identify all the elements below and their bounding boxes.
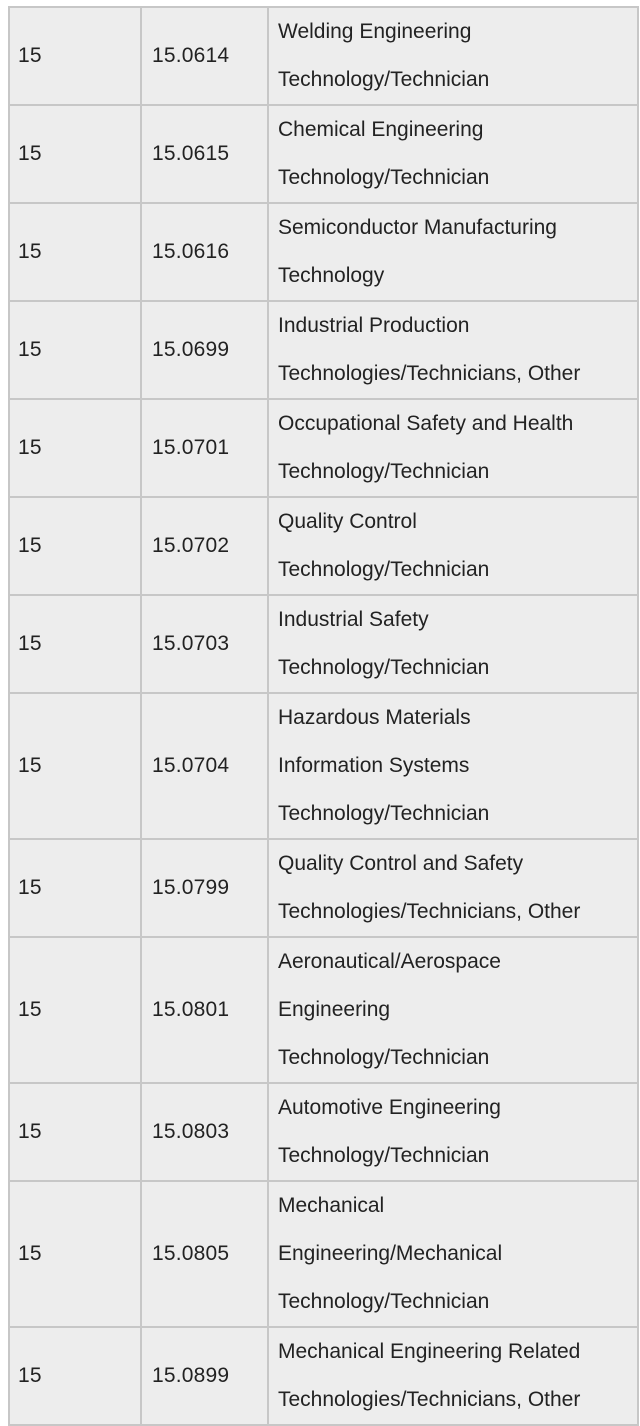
program-title-cell (268, 1327, 638, 1425)
program-title-line: Technologies/Technicians, Other (278, 362, 581, 385)
table-row (9, 497, 638, 595)
program-title-line: Technology/Technician (278, 558, 490, 581)
program-title-cell (268, 595, 638, 693)
program-title-line: Engineering/Mechanical (278, 1242, 503, 1265)
program-title-line: Technology/Technician (278, 166, 490, 189)
program-code-cell: 15.0805 (141, 1181, 268, 1327)
table-row (9, 839, 638, 937)
program-title-line: Technologies/Technicians, Other (278, 1388, 581, 1411)
program-code-cell: 15.0799 (141, 839, 268, 937)
program-title-cell (268, 7, 638, 105)
program-code-cell: 15.0614 (141, 7, 268, 105)
program-title-cell (268, 399, 638, 497)
program-title-cell (268, 105, 638, 203)
program-code-table-container (8, 6, 637, 1426)
program-code-cell: 15.0701 (141, 399, 268, 497)
program-title-line: Technology/Technician (278, 802, 490, 825)
program-title-line: Technology/Technician (278, 656, 490, 679)
program-title-line: Semiconductor Manufacturing (278, 216, 557, 239)
table-row (9, 7, 638, 105)
program-code-cell: 15.0702 (141, 497, 268, 595)
table-row (9, 1181, 638, 1327)
program-title-line: Technology/Technician (278, 68, 490, 91)
program-code-table (8, 6, 639, 1426)
program-code-cell: 15.0803 (141, 1083, 268, 1181)
category-cell: 15 (9, 7, 141, 105)
table-row (9, 203, 638, 301)
program-title-cell (268, 1083, 638, 1181)
program-code-cell: 15.0801 (141, 937, 268, 1083)
program-title-cell (268, 839, 638, 937)
program-code-cell: 15.0703 (141, 595, 268, 693)
category-cell: 15 (9, 1181, 141, 1327)
program-title-line: Hazardous Materials (278, 706, 471, 729)
program-title-line: Technology/Technician (278, 1290, 490, 1313)
category-cell: 15 (9, 693, 141, 839)
category-cell: 15 (9, 105, 141, 203)
category-cell: 15 (9, 595, 141, 693)
program-title-cell (268, 693, 638, 839)
program-title-line: Mechanical (278, 1194, 385, 1217)
table-row (9, 595, 638, 693)
program-code-cell: 15.0615 (141, 105, 268, 203)
program-code-cell: 15.0699 (141, 301, 268, 399)
category-cell: 15 (9, 399, 141, 497)
program-title-line: Technology/Technician (278, 1046, 490, 1069)
program-title-line: Quality Control (278, 510, 417, 533)
program-title-line: Technology/Technician (278, 1144, 490, 1167)
category-cell: 15 (9, 1083, 141, 1181)
program-title-cell (268, 497, 638, 595)
program-title-line: Engineering (278, 998, 391, 1021)
category-cell: 15 (9, 497, 141, 595)
program-code-cell: 15.0704 (141, 693, 268, 839)
table-row (9, 693, 638, 839)
program-title-cell (268, 301, 638, 399)
table-row (9, 937, 638, 1083)
program-title-line: Industrial Production (278, 314, 470, 337)
table-row (9, 105, 638, 203)
program-title-line: Information Systems (278, 754, 470, 777)
program-title-line: Aeronautical/Aerospace (278, 950, 501, 973)
category-cell: 15 (9, 937, 141, 1083)
program-title-line: Welding Engineering (278, 20, 472, 43)
category-cell: 15 (9, 203, 141, 301)
category-cell: 15 (9, 1327, 141, 1425)
table-body (9, 7, 638, 1425)
program-title-line: Occupational Safety and Health (278, 412, 574, 435)
program-title-line: Technology (278, 264, 385, 287)
program-title-line: Chemical Engineering (278, 118, 484, 141)
program-title-line: Technologies/Technicians, Other (278, 900, 581, 923)
program-code-cell: 15.0899 (141, 1327, 268, 1425)
program-title-cell (268, 937, 638, 1083)
table-row (9, 301, 638, 399)
category-cell: 15 (9, 301, 141, 399)
program-title-cell (268, 203, 638, 301)
program-title-line: Mechanical Engineering Related (278, 1340, 581, 1363)
table-row (9, 1327, 638, 1425)
program-title-line: Quality Control and Safety (278, 852, 524, 875)
table-row (9, 399, 638, 497)
table-row (9, 1083, 638, 1181)
program-title-line: Automotive Engineering (278, 1096, 501, 1119)
category-cell: 15 (9, 839, 141, 937)
program-title-line: Technology/Technician (278, 460, 490, 483)
program-code-cell: 15.0616 (141, 203, 268, 301)
program-title-line: Industrial Safety (278, 608, 429, 631)
program-title-cell (268, 1181, 638, 1327)
